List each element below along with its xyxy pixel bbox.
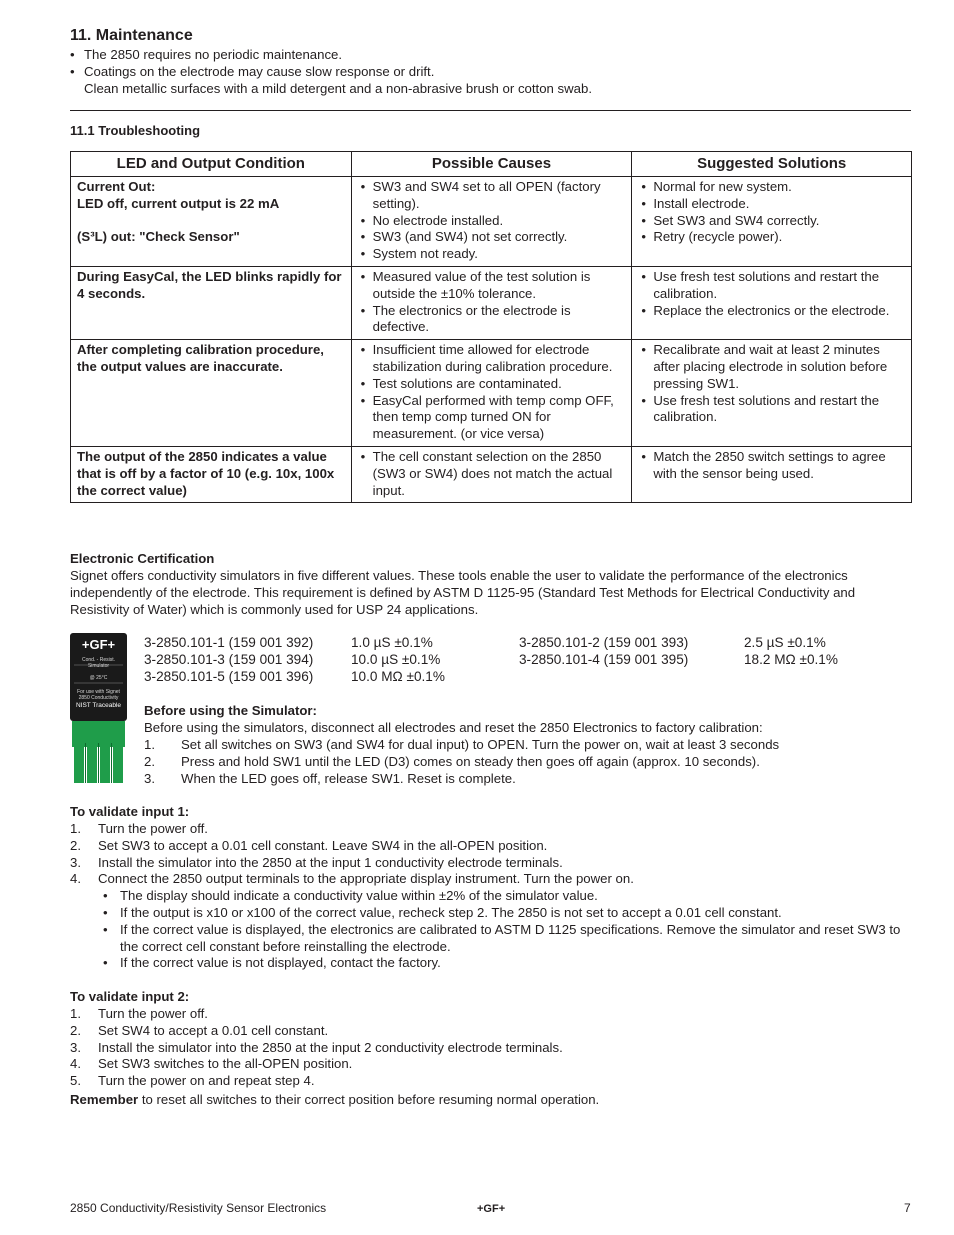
device-logo: +GF+ (81, 637, 116, 652)
solution-item: • Use fresh test solutions and restart the calibration. (638, 393, 905, 427)
list-item: 1. Turn the power off. (70, 1006, 208, 1021)
section-title-maintenance: 11. Maintenance (70, 27, 193, 44)
solutions-cell (632, 177, 912, 267)
solution-item: • Retry (recycle power). (638, 229, 905, 246)
solutions-cell (632, 446, 912, 502)
sub-bullet: • The display should indicate a conductivity value within ±2% of the simulator value. (70, 888, 912, 905)
section-divider (70, 110, 911, 111)
maintenance-continuation: Clean metallic surfaces with a mild detergent and a non-abrasive brush or cotton swab. (84, 80, 592, 96)
column-header: LED and Output Condition (71, 152, 352, 177)
simulator-value: 10.0 µS ±0.1% (351, 652, 441, 667)
list-item: 4. Set SW3 switches to the all-OPEN position. (70, 1056, 353, 1072)
list-item: 2. Press and hold SW1 until the LED (D3) comes on steady then goes off again (approx. 10 seconds). (144, 753, 760, 769)
device-label-text (70, 689, 127, 701)
solution-item: • Match the 2850 switch settings to agree with the sensor being used. (638, 449, 905, 483)
table-row (71, 340, 912, 447)
list-item: 1. Turn the power off. (70, 821, 208, 836)
cause-item: • System not ready. (358, 246, 626, 263)
certification-body: Signet offers conductivity simulators in five different values. These tools enable the user to validate the performance of the electronics independently of the electrode. This requirement is defined by ASTM D 1125-95 (Standard Test Methods for Electrical Conductivity and Resistivity of Water) which is commonly used for USP 24 applications. (70, 568, 856, 617)
maintenance-bullet: • The 2850 requires no periodic maintenance. (70, 47, 910, 64)
condition-cell: After completing calibration procedure, the output values are inaccurate. (71, 340, 352, 447)
validate-input-1-steps (70, 821, 912, 972)
simulator-part-number: 3-2850.101-2 (159 001 393) (519, 635, 689, 650)
cause-item: • EasyCal performed with temp comp OFF, then temp comp turned ON for measurement. (or vice versa) (358, 393, 626, 443)
simulator-part-number: 3-2850.101-1 (159 001 392) (144, 635, 314, 650)
validate-input-2-title: To validate input 2: (70, 989, 190, 1004)
simulator-value: 10.0 MΩ ±0.1% (351, 669, 445, 684)
simulator-part-number: 3-2850.101-5 (159 001 396) (144, 669, 314, 684)
sub-bullet: • If the output is x10 or x100 of the correct value, recheck step 2. The 2850 is not set to accept a 0.01 cell constant. (70, 905, 912, 922)
list-item: 4. Connect the 2850 output terminals to the appropriate display instrument. Turn the power on. (70, 871, 634, 887)
page-number: 7 (904, 1201, 911, 1215)
causes-cell (351, 340, 632, 447)
list-item: 5. Turn the power on and repeat step 4. (70, 1073, 315, 1089)
causes-cell (351, 446, 632, 502)
device-label-temp: @ 25°C (89, 675, 108, 681)
sub-bullet: • If the correct value is not displayed, contact the factory. (70, 955, 912, 972)
device-label-line: Simulator (87, 663, 110, 669)
condition-cell (71, 177, 352, 267)
device-label-line: For use with Signet (77, 689, 120, 695)
footer-logo: +GF+ (477, 1203, 506, 1215)
condition-cell: The output of the 2850 indicates a value that is off by a factor of 10 (e.g. 10x, 100x the correct value) (71, 446, 352, 502)
causes-cell (351, 177, 632, 267)
before-simulator-intro: Before using the simulators, disconnect all electrodes and reset the 2850 Electronics to factory calibration: (144, 720, 763, 735)
remember-note (70, 1092, 912, 1109)
device-label-line: 2850 Conductivity (78, 695, 119, 701)
table-row (71, 446, 912, 502)
cause-item: • Insufficient time allowed for electrode stabilization during calibration procedure. (358, 342, 626, 376)
condition-line: Current Out: (77, 179, 156, 194)
simulator-device-image (70, 633, 127, 783)
before-simulator-steps (144, 737, 912, 787)
cause-item: • No electrode installed. (358, 213, 626, 230)
cause-item: • Test solutions are contaminated. (358, 376, 626, 393)
remember-text: to reset all switches to their correct position before resuming normal operation. (138, 1092, 600, 1107)
solution-item: • Install electrode. (638, 196, 905, 213)
list-item: 3. When the LED goes off, release SW1. Reset is complete. (144, 770, 516, 786)
causes-cell (351, 266, 632, 339)
device-label-nist: NIST Traceable (75, 702, 122, 709)
table-header-row (71, 152, 912, 177)
solutions-cell (632, 340, 912, 447)
simulator-value: 1.0 µS ±0.1% (351, 635, 433, 650)
list-item: 3. Install the simulator into the 2850 at the input 2 conductivity electrode terminals. (70, 1039, 563, 1055)
simulator-part-number: 3-2850.101-4 (159 001 395) (519, 652, 689, 667)
simulator-part-number: 3-2850.101-3 (159 001 394) (144, 652, 314, 667)
device-label-line: Cond. - Resist. (81, 657, 116, 663)
cause-item: • SW3 (and SW4) not set correctly. (358, 229, 626, 246)
condition-cell: During EasyCal, the LED blinks rapidly for 4 seconds. (71, 266, 352, 339)
sub-bullet: • If the correct value is displayed, the electronics are calibrated to ASTM D 1125 specifications. Remove the simulator and reset SW3 to the correct cell constant before reinstalling the electrode. (70, 922, 912, 956)
simulator-value: 2.5 µS ±0.1% (744, 635, 826, 650)
cause-item: • SW3 and SW4 set to all OPEN (factory setting). (358, 179, 626, 213)
maintenance-list (70, 47, 910, 97)
solution-item: • Use fresh test solutions and restart the calibration. (638, 269, 905, 303)
column-header: Possible Causes (351, 152, 632, 177)
simulator-value: 18.2 MΩ ±0.1% (744, 652, 838, 667)
troubleshooting-title: 11.1 Troubleshooting (70, 123, 201, 138)
column-header: Suggested Solutions (632, 152, 912, 177)
solution-item: • Recalibrate and wait at least 2 minutes after placing electrode in solution before pressing SW1. (638, 342, 905, 392)
solution-item: • Set SW3 and SW4 correctly. (638, 213, 905, 230)
condition-line: LED off, current output is 22 mA (77, 195, 280, 211)
table-row (71, 177, 912, 267)
certification-title: Electronic Certification (70, 551, 215, 566)
footer-title: 2850 Conductivity/Resistivity Sensor Electronics (70, 1201, 327, 1215)
list-item: 2. Set SW3 to accept a 0.01 cell constant. Leave SW4 in the all-OPEN position. (70, 837, 548, 853)
maintenance-bullet: • Coatings on the electrode may cause slow response or drift. (70, 64, 910, 81)
list-item: 2. Set SW4 to accept a 0.01 cell constant. (70, 1022, 329, 1038)
solution-item: • Replace the electronics or the electrode. (638, 303, 905, 320)
table-row (71, 266, 912, 339)
list-item: 1. Set all switches on SW3 (and SW4 for dual input) to OPEN. Turn the power on, wait at least 3 seconds (144, 737, 780, 752)
remember-bold: Remember (70, 1092, 139, 1107)
cause-item: • Measured value of the test solution is outside the ±10% tolerance. (358, 269, 626, 303)
validate-input-2-steps (70, 1006, 912, 1090)
cause-item: • The cell constant selection on the 2850 (SW3 or SW4) does not match the actual input. (358, 449, 626, 499)
solutions-cell (632, 266, 912, 339)
troubleshooting-table (70, 151, 912, 503)
solution-item: • Normal for new system. (638, 179, 905, 196)
condition-line: (S³L) out: "Check Sensor" (77, 229, 240, 245)
before-simulator-title: Before using the Simulator: (144, 703, 317, 718)
cause-item: • The electronics or the electrode is defective. (358, 303, 626, 337)
device-label-text (70, 657, 127, 669)
validate-input-1-title: To validate input 1: (70, 804, 190, 819)
list-item: 3. Install the simulator into the 2850 at the input 1 conductivity electrode terminals. (70, 854, 563, 870)
